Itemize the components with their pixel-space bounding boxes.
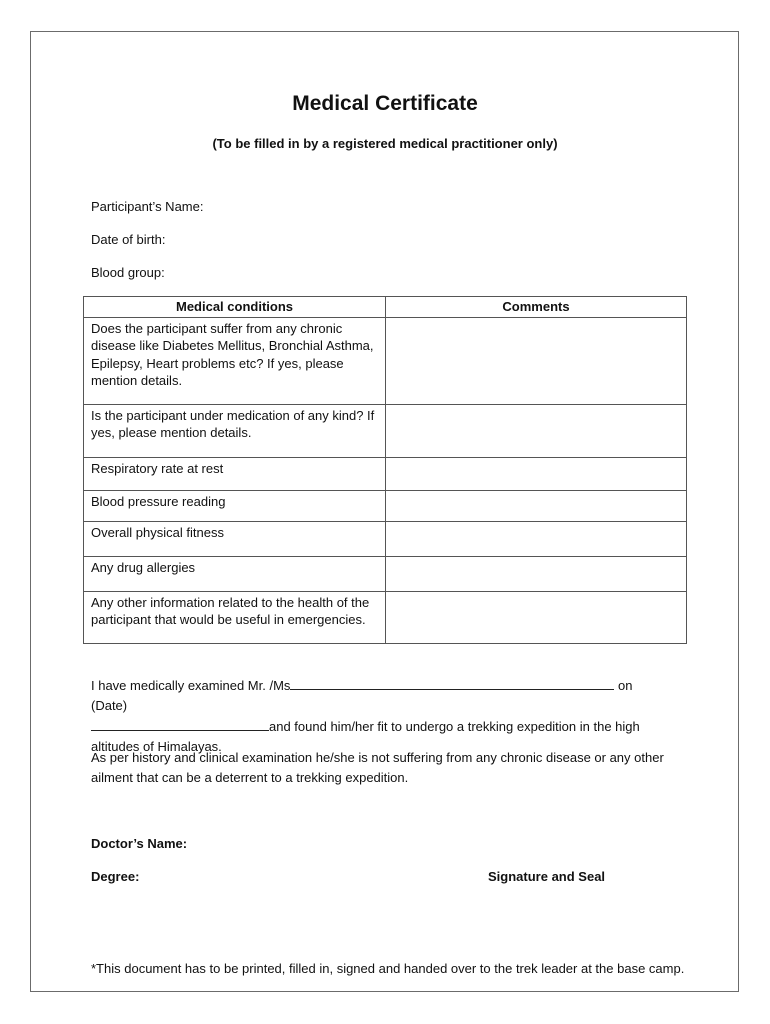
header-comments: Comments — [386, 297, 687, 318]
participant-name-label: Participant’s Name: — [91, 199, 204, 214]
document-subtitle: (To be filled in by a registered medical practitioner only) — [212, 136, 558, 151]
comment-cell[interactable] — [386, 404, 687, 457]
comment-cell[interactable] — [386, 556, 687, 591]
document-title: Medical Certificate — [292, 92, 478, 115]
header-medical-conditions: Medical conditions — [84, 297, 386, 318]
table-header-row — [84, 297, 687, 318]
date-blank[interactable] — [91, 716, 269, 731]
table-row — [84, 317, 687, 404]
blood-group-label: Blood group: — [91, 265, 165, 280]
table-row — [84, 521, 687, 556]
condition-cell: Does the participant suffer from any chronic disease like Diabetes Mellitus, Bronchial Asthma, Epilepsy, Heart problems etc? If yes, please mention details. — [84, 317, 386, 404]
table-row — [84, 556, 687, 591]
examination-declaration — [91, 675, 671, 757]
declaration-text-1: I have medically examined Mr. /Ms — [91, 678, 291, 693]
comment-cell[interactable] — [386, 521, 687, 556]
table-row — [84, 591, 687, 643]
condition-cell: Any other information related to the health of the participant that would be useful in emergencies. — [84, 591, 386, 643]
declaration-text-2: on (Date) — [91, 678, 633, 713]
table-row — [84, 404, 687, 457]
condition-cell: Blood pressure reading — [84, 490, 386, 521]
table-row — [84, 490, 687, 521]
condition-cell: Is the participant under medication of any kind? If yes, please mention details. — [84, 404, 386, 457]
comment-cell[interactable] — [386, 317, 687, 404]
table-row — [84, 457, 687, 490]
condition-cell: Overall physical fitness — [84, 521, 386, 556]
condition-cell: Any drug allergies — [84, 556, 386, 591]
patient-name-blank[interactable] — [290, 675, 614, 690]
comment-cell[interactable] — [386, 490, 687, 521]
medical-conditions-table — [83, 296, 687, 644]
declaration-text-3: and found him/her fit to undergo a trekking expedition in the high altitudes of Himalayas. — [91, 719, 640, 754]
doctor-name-label: Doctor’s Name: — [91, 836, 188, 851]
degree-label: Degree: — [91, 869, 140, 884]
comment-cell[interactable] — [386, 457, 687, 490]
clinical-statement: As per history and clinical examination he/she is not suffering from any chronic disease or any other ailment that can be a deterrent to a trekking expedition. — [91, 750, 664, 785]
date-of-birth-label: Date of birth: — [91, 232, 166, 247]
footnote: *This document has to be printed, filled in, signed and handed over to the trek leader at the base camp. — [91, 961, 685, 976]
comment-cell[interactable] — [386, 591, 687, 643]
signature-seal-label: Signature and Seal — [488, 869, 606, 884]
condition-cell: Respiratory rate at rest — [84, 457, 386, 490]
